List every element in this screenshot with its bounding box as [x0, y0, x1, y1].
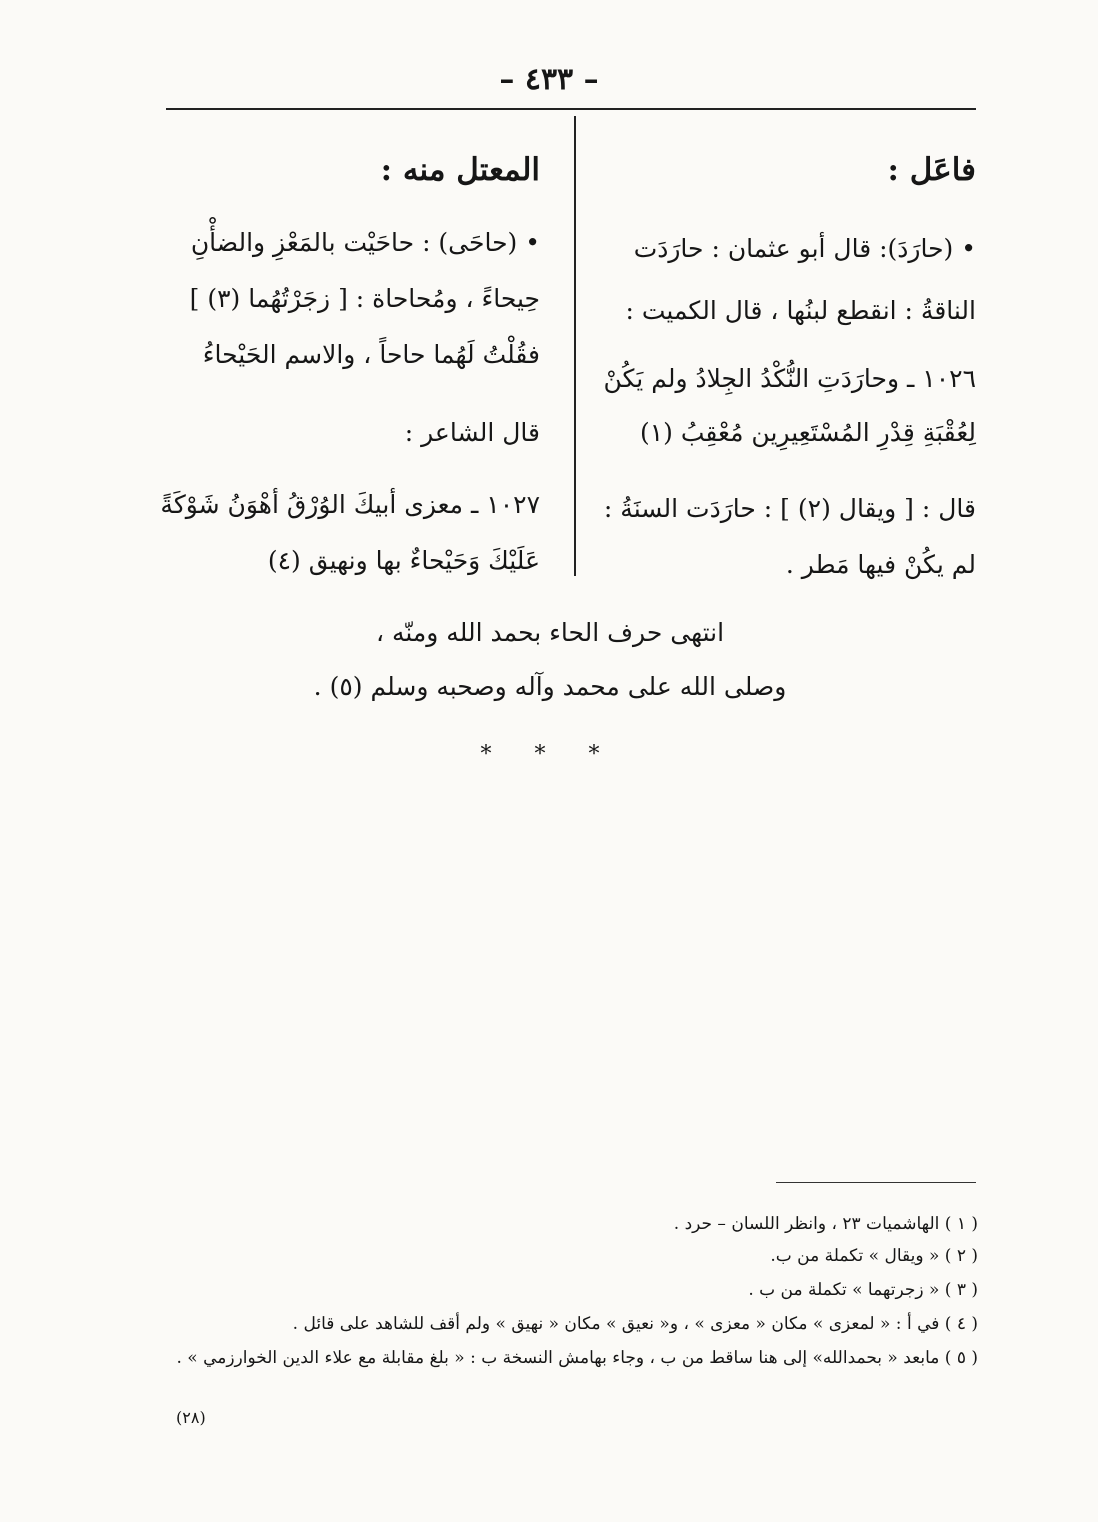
right-column-heading: فاعَل :: [887, 152, 976, 188]
right-column-line: • (حارَدَ): قال أبو عثمان : حارَدَت: [633, 234, 976, 263]
footnote-4: ( ٤ ) في أ : « لمعزى » مكان « معزى » ، و« نعيق » مكان « نهيق » ولم أقف للشاهد على قائل .: [292, 1314, 978, 1334]
footnote-3: ( ٣ ) « زجرتهما » تكملة من ب .: [748, 1280, 978, 1300]
left-column-line: حِيحاءً ، ومُحاحاة : [ زجَرْتُهُما (٣) ]: [189, 284, 540, 313]
footnote-1: ( ١ ) الهاشميات ٢٣ ، وانظر اللسان – حرد .: [673, 1214, 978, 1234]
closing-line-2: وصلى الله على محمد وآله وصحبه وسلم (٥) .: [313, 672, 787, 701]
right-column-line: قال : [ ويقال (٢) ] : حارَدَت السنَةُ :: [603, 494, 976, 523]
closing-line-1: انتهى حرف الحاء بحمد الله ومنّه ،: [375, 618, 725, 647]
right-column-line: الناقةُ : انقطع لبنُها ، قال الكميت :: [625, 296, 976, 325]
verse-1027-first-half: ١٠٢٧ ـ معزى أبيكَ الوُرْقُ أهْوَنُ شَوْكَةً: [160, 490, 540, 519]
section-end-stars: * * *: [480, 742, 618, 767]
left-column-line: فقُلْتُ لَهُما حاحاً ، والاسم الحَيْحاءُ: [202, 340, 540, 369]
left-column-line: • (حاحَى) : حاحَيْت بالمَعْزِ والضأْنِ: [190, 228, 540, 257]
footnote-5: ( ٥ ) مابعد « بحمدالله» إلى هنا ساقط من ب ، وجاء بهامش النسخة ب : « بلغ مقابلة مع علاء الدين الخوارزمي » .: [176, 1348, 978, 1368]
verse-1026-first-half: ١٠٢٦ ـ وحارَدَتِ النُّكْدُ الجِلادُ ولم يَكُنْ: [603, 364, 976, 393]
header-rule: [166, 108, 976, 110]
right-column-line: لم يكُنْ فيها مَطر .: [785, 550, 976, 579]
footnote-rule: [776, 1182, 976, 1183]
footnote-2: ( ٢ ) « ويقال » تكملة من ب.: [770, 1246, 978, 1266]
left-column-line: قال الشاعر :: [404, 418, 540, 447]
left-column-heading: المعتل منه :: [380, 152, 540, 188]
signature-mark: (٢٨): [176, 1408, 206, 1427]
verse-1027-second-half: عَلَيْكَ وَحَيْحاءٌ بها ونهيق (٤): [267, 546, 540, 575]
page-number: – ٤٣٣ –: [499, 62, 599, 97]
verse-1026-second-half: لِعُقْبَةِ قِدْرِ المُسْتَعِيرِين مُعْقِبُ (١): [639, 418, 976, 447]
column-divider: [574, 116, 576, 576]
